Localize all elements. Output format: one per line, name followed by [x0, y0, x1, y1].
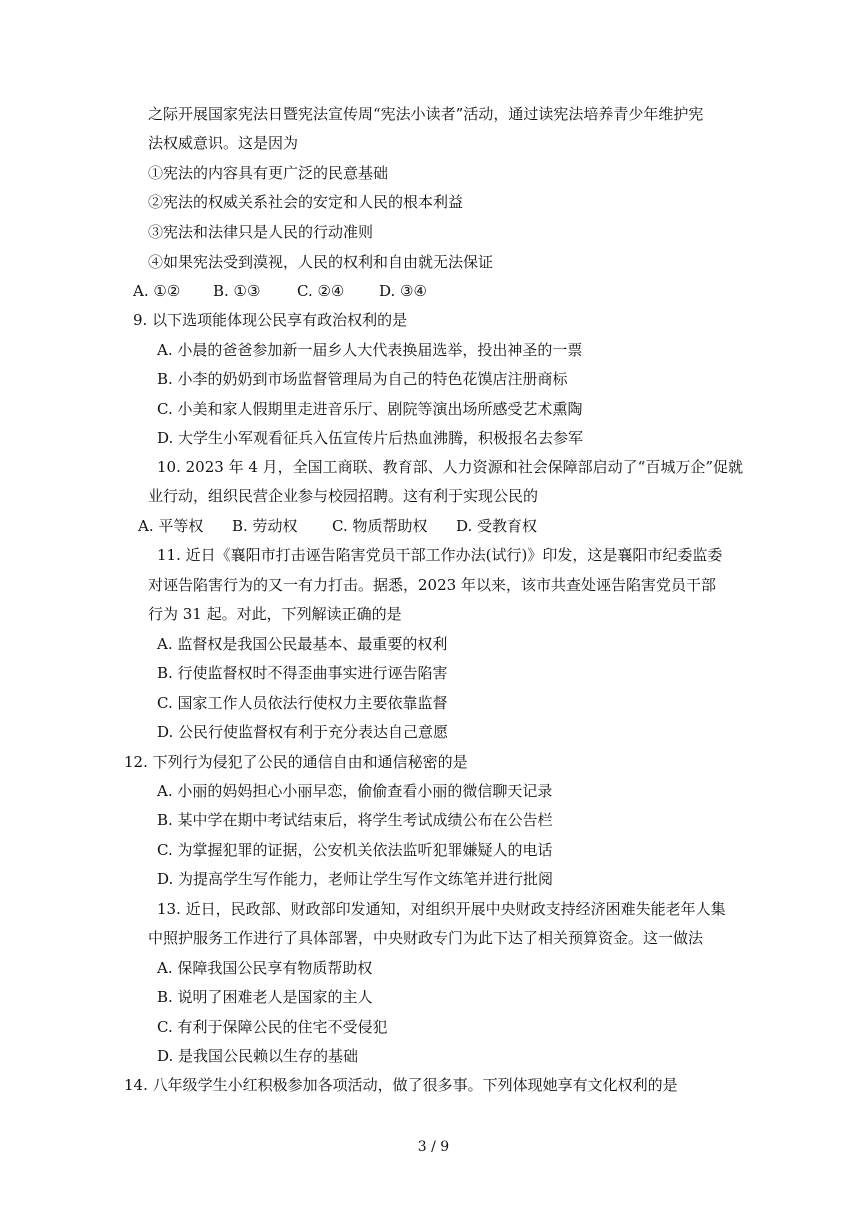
q12-option-a: A. 小丽的妈妈担心小丽早恋，偷偷查看小丽的微信聊天记录: [157, 782, 553, 800]
q10-option-d: D. 受教育权: [456, 517, 538, 535]
q11-stem-line3: 行为 31 起。对此，下列解读正确的是: [148, 605, 402, 623]
q12-option-b: B. 某中学在期中考试结束后，将学生考试成绩公布在公告栏: [157, 811, 553, 829]
q9-option-b: B. 小李的奶奶到市场监督管理局为自己的特色花馍店注册商标: [157, 370, 568, 388]
page-number: 3 / 9: [417, 1139, 450, 1155]
q11-option-d: D. 公民行使监督权有利于充分表达自己意愿: [157, 723, 449, 741]
q13-stem-line1: 13. 近日，民政部、财政部印发通知，对组织开展中央财政支持经济困难失能老年人集: [157, 900, 726, 918]
q10-option-c: C. 物质帮助权: [332, 517, 428, 535]
q8-statement-1: ①宪法的内容具有更广泛的民意基础: [148, 164, 389, 182]
q13-option-a: A. 保障我国公民享有物质帮助权: [157, 959, 373, 977]
q8-option-c: C. ②④: [297, 282, 345, 300]
q8-statement-3: ③宪法和法律只是人民的行动准则: [148, 223, 374, 241]
q8-stem-line2: 法权威意识。这是因为: [148, 134, 299, 152]
q12-option-c: C. 为掌握犯罪的证据，公安机关依法监听犯罪嫌疑人的电话: [157, 841, 553, 859]
q8-options: [133, 281, 427, 301]
q8-statement-4: ④如果宪法受到漠视，人民的权利和自由就无法保证: [148, 253, 494, 271]
q8-option-d: D. ③④: [379, 282, 427, 300]
q11-stem-line1: 11. 近日《襄阳市打击诬告陷害党员干部工作办法(试行)》印发，这是襄阳市纪委监委: [157, 546, 723, 564]
q11-option-b: B. 行使监督权时不得歪曲事实进行诬告陷害: [157, 664, 448, 682]
q10-option-b: B. 劳动权: [232, 517, 298, 535]
q11-option-a: A. 监督权是我国公民最基本、最重要的权利: [157, 635, 448, 653]
q8-statement-2: ②宪法的权威关系社会的安定和人民的根本利益: [148, 193, 464, 211]
q13-stem-line2: 中照护服务工作进行了具体部署，中央财政专门为此下达了相关预算资金。这一做法: [148, 929, 704, 947]
q13-option-b: B. 说明了困难老人是国家的主人: [157, 988, 373, 1006]
q12-option-d: D. 为提高学生写作能力，老师让学生写作文练笔并进行批阅: [157, 870, 554, 888]
q13-option-c: C. 有利于保障公民的住宅不受侵犯: [157, 1018, 388, 1036]
q8-option-a: A. ①②: [133, 282, 181, 300]
q8-option-b: B. ①③: [213, 282, 261, 300]
q11-stem-line2: 对诬告陷害行为的又一有力打击。据悉，2023 年以来，该市共查处诬告陷害党员干部: [148, 576, 716, 594]
q10-option-a: A. 平等权: [138, 517, 204, 535]
q8-stem-line1: 之际开展国家宪法日暨宪法宣传周“宪法小读者”活动，通过读宪法培养青少年维护宪: [148, 105, 704, 123]
q14-stem: 14. 八年级学生小红积极参加各项活动，做了很多事。下列体现她享有文化权利的是: [124, 1076, 678, 1094]
q9-option-d: D. 大学生小军观看征兵入伍宣传片后热血沸腾，积极报名去参军: [157, 429, 584, 447]
q9-option-a: A. 小晨的爸爸参加新一届乡人大代表换届选举，投出神圣的一票: [157, 341, 583, 359]
q11-option-c: C. 国家工作人员依法行使权力主要依靠监督: [157, 694, 448, 712]
q12-stem: 12. 下列行为侵犯了公民的通信自由和通信秘密的是: [124, 753, 468, 771]
q9-stem: 9. 以下选项能体现公民享有政治权利的是: [133, 311, 408, 329]
q10-stem-line2: 业行动，组织民营企业参与校园招聘。这有利于实现公民的: [148, 487, 539, 505]
q9-option-c: C. 小美和家人假期里走进音乐厅、剧院等演出场所感受艺术熏陶: [157, 400, 583, 418]
q10-stem-line1: 10. 2023 年 4 月，全国工商联、教育部、人力资源和社会保障部启动了“百城万企”促就: [157, 458, 743, 476]
q13-option-d: D. 是我国公民赖以生存的基础: [157, 1047, 359, 1065]
q10-options: [138, 516, 537, 536]
